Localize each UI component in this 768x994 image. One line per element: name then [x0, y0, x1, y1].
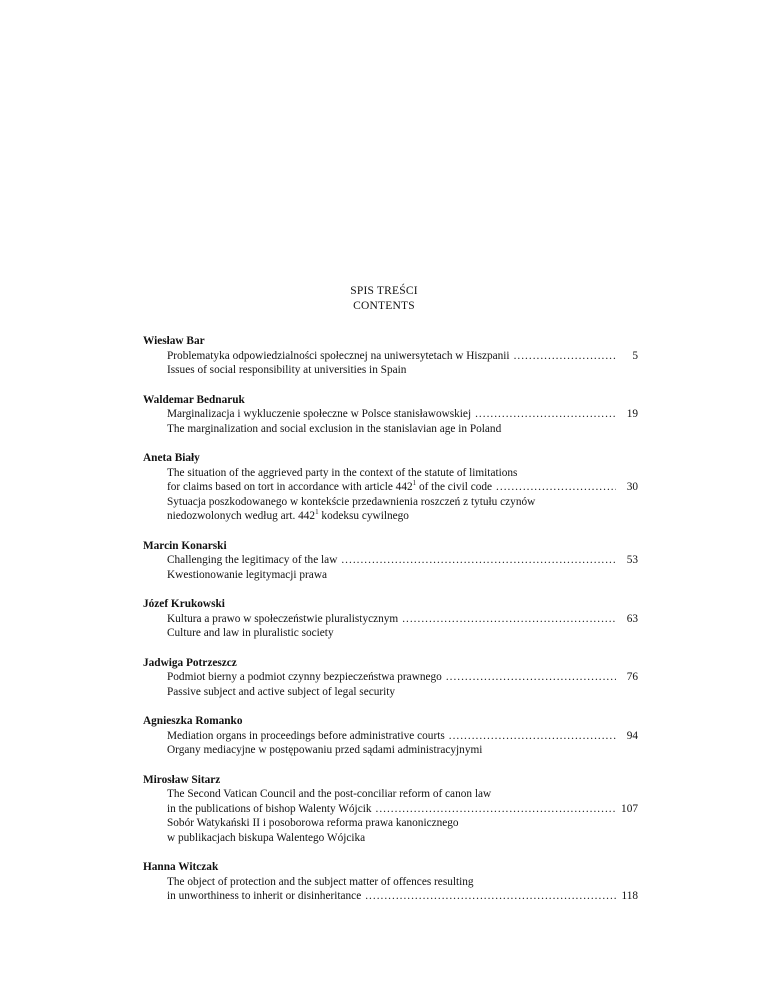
entry-translation: Organy mediacyjne w postępowaniu przed sądami administracyjnymi — [167, 744, 483, 756]
entry-author: Mirosław Sitarz — [143, 773, 221, 786]
entry-title: Mediation organs in proceedings before administrative courts — [167, 729, 445, 742]
dot-leader — [341, 553, 616, 568]
toc-entry — [143, 393, 638, 437]
toc-header — [0, 284, 768, 314]
entry-title: Problematyka odpowiedzialności społecznej na uniwersytetach w Hiszpanii — [167, 349, 510, 362]
dot-leader — [496, 480, 616, 495]
toc-entry — [143, 773, 638, 846]
entry-author: Marcin Konarski — [143, 539, 227, 552]
entry-page-number: 76 — [626, 671, 638, 683]
entry-title: in unworthiness to inherit or disinheritance — [167, 890, 362, 902]
entry-page-number: 63 — [626, 612, 638, 625]
entry-title-line[interactable] — [143, 612, 616, 627]
toc-entry — [143, 714, 638, 758]
entry-page-number: 53 — [626, 554, 638, 566]
toc-entry — [143, 334, 638, 378]
toc-entry — [143, 451, 638, 524]
entry-title-first-line: The Second Vatican Council and the post-conciliar reform of canon law — [167, 788, 492, 800]
title-pl: SPIS TREŚCI — [350, 285, 418, 297]
entry-title-line[interactable] — [143, 802, 616, 817]
toc-entry — [143, 539, 638, 583]
entry-author: Jadwiga Potrzeszcz — [143, 656, 237, 669]
entry-title: Podmiot bierny a podmiot czynny bezpieczeństwa prawnego — [167, 671, 442, 683]
entry-title-line[interactable] — [143, 889, 616, 904]
title-en: CONTENTS — [353, 300, 415, 312]
entry-title-line[interactable] — [143, 349, 616, 364]
dot-leader — [475, 407, 616, 422]
entry-translation: Passive subject and active subject of legal security — [167, 685, 396, 698]
entry-title: Challenging the legitimacy of the law — [167, 554, 338, 566]
entry-title: Marginalizacja i wykluczenie społeczne w Polsce stanisławowskiej — [167, 408, 472, 420]
dot-leader — [446, 670, 616, 685]
dot-leader — [402, 612, 616, 627]
entry-translation: Sobór Watykański II i posoborowa reforma prawa kanonicznego — [167, 817, 459, 829]
entry-translation: Kwestionowanie legitymacji prawa — [167, 568, 327, 581]
table-of-contents — [143, 334, 638, 919]
entry-translation-cont: w publikacjach biskupa Walentego Wójcika — [167, 831, 366, 844]
entry-title: Kultura a prawo w społeczeństwie pluralistycznym — [167, 612, 399, 625]
entry-title-line[interactable] — [143, 553, 616, 568]
entry-page-number: 5 — [632, 349, 638, 362]
entry-page-number: 30 — [626, 481, 638, 493]
entry-author: Wiesław Bar — [143, 335, 205, 347]
entry-title: for claims based on tort in accordance with article $442^1$ of the civil code — [167, 479, 493, 493]
toc-entry — [143, 597, 638, 641]
dot-leader — [376, 802, 617, 817]
entry-author: Waldemar Bednaruk — [143, 393, 245, 406]
entry-translation: Sytuacja poszkodowanego w kontekście przedawnienia roszczeń z tytułu czynów — [167, 495, 536, 508]
entry-author: Aneta Biały — [143, 452, 200, 464]
dot-leader — [514, 349, 616, 364]
entry-title-first-line: The situation of the aggrieved party in the context of the statute of limitations — [167, 466, 518, 479]
entry-author: Hanna Witczak — [143, 861, 219, 873]
entry-title: in the publications of bishop Walenty Wójcik — [167, 802, 372, 815]
entry-author: Agnieszka Romanko — [143, 715, 243, 727]
entry-translation: The marginalization and social exclusion in the stanislavian age in Poland — [167, 422, 502, 435]
entry-page-number: 94 — [626, 729, 638, 742]
entry-translation: Issues of social responsibility at universities in Spain — [167, 364, 407, 376]
entry-author: Józef Krukowski — [143, 598, 225, 610]
entry-translation: Culture and law in pluralistic society — [167, 627, 334, 639]
entry-title-line[interactable] — [143, 480, 616, 495]
entry-title-first-line: The object of protection and the subject matter of offences resulting — [167, 875, 474, 888]
dot-leader — [449, 729, 616, 744]
toc-entry — [143, 656, 638, 700]
entry-translation-cont: niedozwolonych według art. $442^1$ kodeksu cywilnego — [167, 508, 409, 522]
entry-page-number: 19 — [626, 408, 638, 420]
toc-entry — [143, 860, 638, 904]
entry-page-number: 107 — [621, 802, 638, 815]
dot-leader — [365, 889, 616, 904]
entry-title-line[interactable] — [143, 407, 616, 422]
entry-page-number: 118 — [621, 890, 638, 902]
entry-title-line[interactable] — [143, 729, 616, 744]
entry-title-line[interactable] — [143, 670, 616, 685]
